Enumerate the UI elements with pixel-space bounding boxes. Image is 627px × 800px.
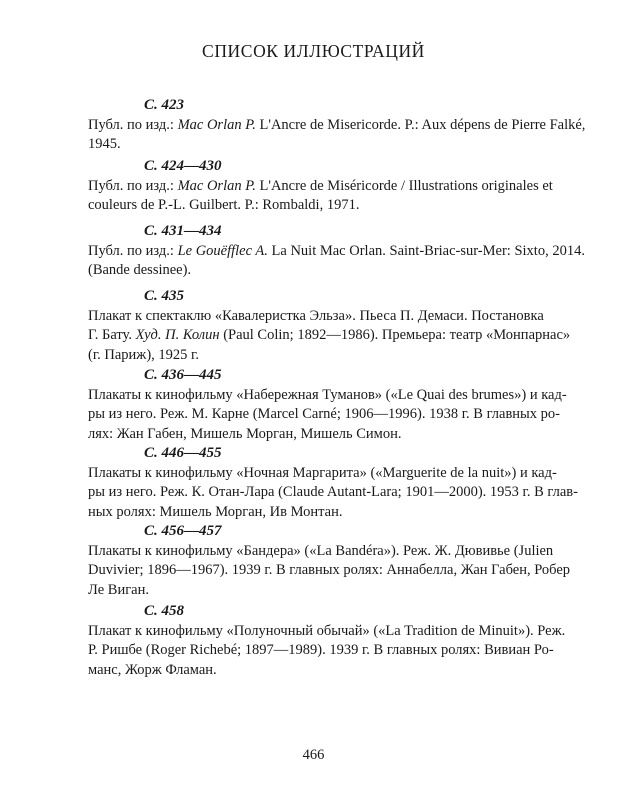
entry-line: манс, Жорж Фламан. [88,661,217,678]
entry-page-ref: С. 431—434 [144,223,222,239]
entry-text [88,622,566,680]
entry-text [88,242,585,281]
entry-line: Плакат к спектаклю «Кавалеристка Эльза». Пьеса П. Демаси. Постановка [88,308,544,324]
entry-line: Плакаты к кинофильму «Бандера» («La Bandéra»). Реж. Ж. Дювивье (Julien [88,543,554,559]
entry-line: Duvivier; 1896—1967). 1939 г. В главных ролях: Аннабелла, Жан Габен, Робер [88,562,571,579]
entry-456-457 [88,522,571,600]
entry-line: Плакаты к кинофильму «Ночная Маргарита» («Marguerite de la nuit») и кад- [88,465,557,481]
entry-436-445 [88,366,567,444]
entry-435 [88,287,571,365]
page-title: СПИСОК ИЛЛЮСТРАЦИЙ [202,41,425,61]
entry-line: (Bande dessinee). [88,262,192,279]
entry-text [88,307,571,365]
entry-text [88,386,567,444]
entry-page-ref: С. 435 [144,288,185,304]
entry-line: couleurs de P.-L. Guilbert. P.: Rombaldi, 1971. [88,197,360,214]
entry-line: Публ. по изд.: Mac Orlan P. L'Ancre de Miséricorde / Illustrations originales et [88,178,553,194]
entry-line: (г. Париж), 1925 г. [88,346,199,363]
entry-line: ры из него. Реж. М. Карне (Marcel Carné; 1906—1996). 1938 г. В главных ро- [88,406,561,423]
entry-423 [88,96,586,155]
entry-line: Р. Ришбе (Roger Richebé; 1897—1989). 1939 г. В главных ролях: Вивиан Ро- [88,642,554,659]
entry-431-434 [88,222,585,281]
author-name: Le Gouëfflec A. [177,243,268,259]
entry-page-ref: С. 458 [144,603,185,619]
entry-text [88,542,571,600]
entry-424-430 [88,157,553,216]
entry-line: Публ. по изд.: Mac Orlan P. L'Ancre de Misericorde. P.: Aux dépens de Pierre Falké, [88,117,586,133]
entry-line: ных ролях: Мишель Морган, Ив Монтан. [88,503,343,520]
entry-line: Ле Виган. [88,581,149,598]
artist-name: Худ. П. Колин [135,327,220,344]
entry-page-ref: С. 424—430 [144,158,222,174]
entry-line: ры из него. Реж. К. Отан-Лара (Claude Autant-Lara; 1901—2000). 1953 г. В глав- [88,484,578,501]
entry-line: Публ. по изд.: Le Gouëfflec A. La Nuit Mac Orlan. Saint-Briac-sur-Mer: Sixto, 2014. [88,243,585,259]
page-number: 466 [302,747,325,763]
entry-446-455 [88,444,578,522]
entry-page-ref: С. 456—457 [144,523,222,539]
entry-line: Плакат к кинофильму «Полуночный обычай» («La Tradition de Minuit»). Реж. [88,623,566,639]
entry-line: 1945. [88,136,121,153]
entry-line: лях: Жан Габен, Мишель Морган, Мишель Симон. [88,425,402,442]
entry-458 [88,602,566,680]
entry-line: Г. Бату. Худ. П. Колин (Paul Colin; 1892—1986). Премьера: театр «Монпарнас» [88,327,571,344]
entry-text [88,464,578,522]
entry-text [88,177,553,216]
entry-text [88,116,586,155]
entry-page-ref: С. 446—455 [144,445,222,461]
entry-line: Плакаты к кинофильму «Набережная Туманов» («Le Quai des brumes») и кад- [88,387,567,403]
author-name: Mac Orlan P. [177,117,256,133]
entry-page-ref: С. 436—445 [144,367,222,383]
author-name: Mac Orlan P. [177,178,256,194]
entry-page-ref: С. 423 [144,97,185,113]
